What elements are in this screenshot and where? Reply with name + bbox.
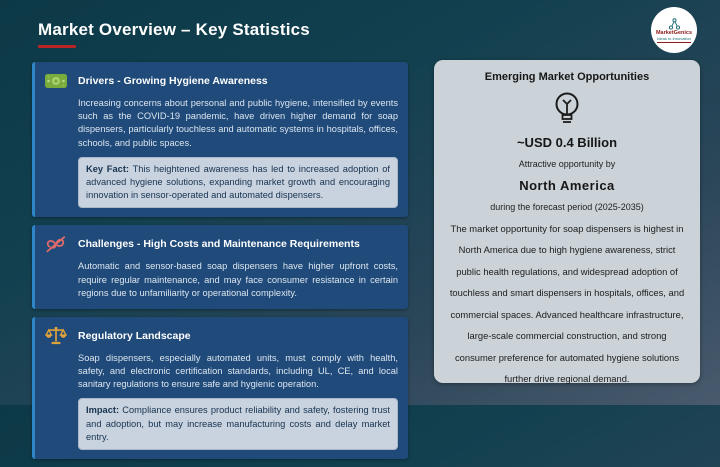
logo-tagline: Ideas to Innovation — [657, 36, 691, 41]
opportunity-panel — [434, 60, 700, 383]
card-regulatory-title: Regulatory Landscape — [78, 329, 191, 342]
page-title: Market Overview – Key Statistics — [38, 20, 310, 39]
card-regulatory — [32, 317, 408, 459]
card-drivers-title: Drivers - Growing Hygiene Awareness — [78, 75, 268, 87]
card-challenges-body: Automatic and sensor-based soap dispensers have higher upfront costs, require regular maintenance, and may face consumer resistance in certain regions due to unfamiliarity or operational complexity. — [78, 261, 398, 298]
card-challenges-title: Challenges - High Costs and Maintenance Requirements — [78, 238, 360, 251]
opportunity-title: Emerging Market Opportunities — [484, 71, 650, 83]
opportunity-description: The market opportunity for soap dispensers is highest in North America due to high hygiene awareness, strict public health regulations, and widespread adoption of touchless and smart dispensers in hospitals, offices, and commercial spaces. Advanced healthcare infrastructure, large-scale commercial construction, and strong consumer preference for automated hygiene solutions further drive regional demand. — [449, 223, 685, 385]
title-underline — [38, 45, 76, 48]
opportunity-region: North America — [519, 178, 615, 193]
company-logo — [651, 7, 697, 53]
impact-box — [78, 398, 398, 450]
key-fact-label: Key Fact: — [86, 163, 130, 174]
card-drivers-header — [44, 70, 400, 92]
card-drivers-body: Increasing concerns about personal and public hygiene, intensified by events such as the COVID-19 pandemic, have driven higher demand for soap dispensers, particularly touchless and automatic systems in hospitals, offices, schools, and public spaces. — [78, 98, 398, 148]
scales-icon — [44, 325, 68, 347]
banknote-icon — [44, 70, 68, 92]
knot-icon — [44, 233, 68, 255]
left-column — [32, 62, 408, 467]
impact-label: Impact: — [86, 405, 120, 416]
opportunity-period: during the forecast period (2025-2035) — [490, 202, 644, 212]
lightbulb-icon — [552, 91, 582, 129]
card-challenges-header — [44, 233, 400, 255]
impact-text: Compliance ensures product reliability and safety, fostering trust and adoption, but may increase manufacturing costs and delay market entry. — [86, 405, 390, 442]
card-challenges — [32, 225, 408, 309]
opportunity-subtitle: Attractive opportunity by — [518, 159, 616, 169]
key-fact-box — [78, 157, 398, 209]
key-fact-text: This heightened awareness has led to increased adoption of advanced hygiene solutions, expanding market growth and encouraging innovation in sensor-operated and automated dispensers. — [86, 163, 390, 201]
network-icon — [668, 18, 681, 30]
card-drivers — [32, 62, 408, 217]
card-regulatory-header — [44, 325, 400, 347]
opportunity-value: ~USD 0.4 Billion — [516, 135, 618, 150]
logo-name: MarketGenics — [655, 29, 693, 36]
card-regulatory-body: Soap dispensers, especially automated units, must comply with health, safety, and electronic certification standards, including UL, CE, and local sanitary regulations to ensure safe and hygienic operation. — [78, 352, 398, 390]
